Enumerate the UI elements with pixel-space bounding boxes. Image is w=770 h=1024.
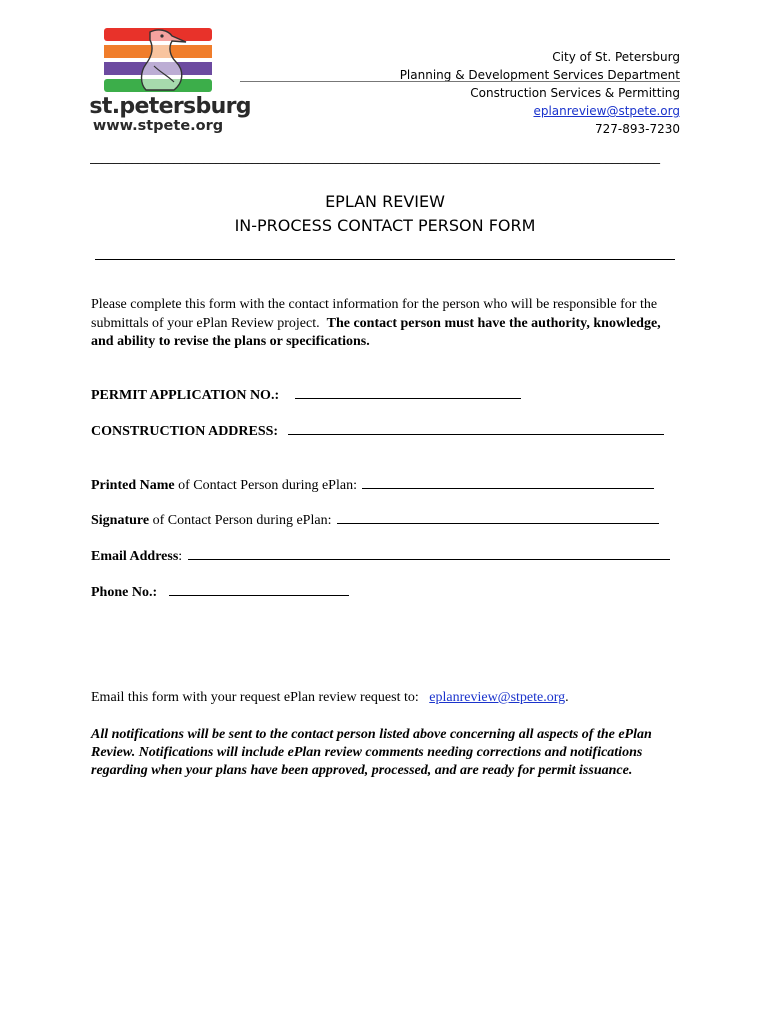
form-title-line1: EPLAN REVIEW xyxy=(325,192,445,211)
printed-name-field[interactable] xyxy=(362,476,654,489)
logo-url: www.stpete.org xyxy=(92,118,224,134)
city-name: City of St. Petersburg xyxy=(552,50,680,64)
logo-name: st.petersburg xyxy=(89,93,251,119)
division-name: Construction Services & Permitting xyxy=(470,86,680,100)
permit-number-row xyxy=(91,386,521,405)
signature-field[interactable] xyxy=(337,511,659,524)
form-title-line2: IN-PROCESS CONTACT PERSON FORM xyxy=(234,216,536,235)
header-email-link[interactable]: eplanreview@stpete.org xyxy=(533,104,680,118)
title-underline xyxy=(95,259,675,260)
department-name: Planning & Development Services Department xyxy=(399,68,680,82)
intro-paragraph xyxy=(91,296,683,352)
signature-label: of Contact Person during ePlan: xyxy=(149,513,332,528)
form-title xyxy=(90,190,680,238)
email-address-label: Email Address xyxy=(91,549,179,564)
email-address-field[interactable] xyxy=(188,547,670,560)
intro-requirement: The contact person must have the authority, knowledge, and ability to revise the plans or specifications. xyxy=(91,315,661,349)
intro-text: Please complete this form with the contact information for the person who will be responsible for the submittals of your ePlan Review project. xyxy=(91,297,658,331)
notification-notice: All notifications will be sent to the contact person listed above concerning all aspects of the ePlan Review. Notifications will include ePlan review comments needing corrections and notifications regarding when your plans have been approved, processed, and are ready for permit issuance. xyxy=(91,727,652,778)
email-instruction-period: . xyxy=(565,690,569,705)
city-logo xyxy=(88,26,251,138)
page-divider: _______________________________________________________________________________________________ xyxy=(90,150,660,164)
header-divider xyxy=(240,81,680,82)
construction-address-field[interactable] xyxy=(288,422,664,435)
email-address-colon: : xyxy=(178,549,183,564)
email-instruction xyxy=(91,690,569,706)
printed-name-row xyxy=(91,476,654,495)
department-header xyxy=(400,48,680,138)
email-instruction-text: Email this form with your request ePlan review request to: xyxy=(91,690,419,705)
printed-name-label: of Contact Person during ePlan: xyxy=(174,478,357,493)
printed-name-label-bold: Printed Name xyxy=(91,478,175,493)
header-phone: 727-893-7230 xyxy=(594,122,680,136)
email-address-row xyxy=(91,547,670,566)
permit-number-field[interactable] xyxy=(295,386,521,399)
phone-row xyxy=(91,583,349,602)
construction-address-label: CONSTRUCTION ADDRESS: xyxy=(91,424,279,439)
construction-address-row xyxy=(91,422,664,441)
pelican-stripes-logo-icon xyxy=(88,26,228,94)
phone-field[interactable] xyxy=(169,583,349,596)
permit-number-label: PERMIT APPLICATION NO.: xyxy=(91,388,280,403)
signature-label-bold: Signature xyxy=(91,513,150,528)
phone-label: Phone No.: xyxy=(91,585,158,600)
submission-email-link[interactable]: eplanreview@stpete.org xyxy=(429,690,566,705)
signature-row xyxy=(91,511,659,530)
